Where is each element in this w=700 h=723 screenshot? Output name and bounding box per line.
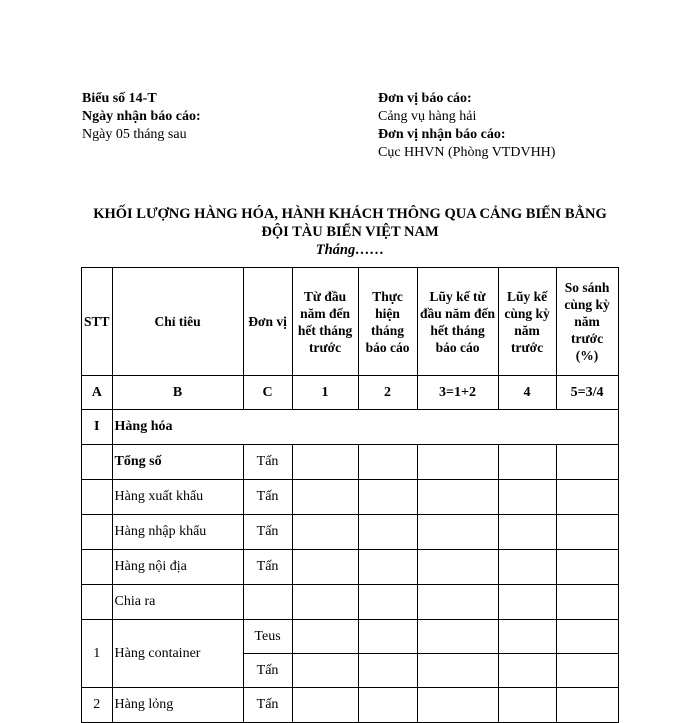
col-header-ytd-prev: Từ đầu năm đến hết tháng trước: [292, 268, 358, 376]
col-header-stt: STT: [82, 268, 113, 376]
row-label: Tổng số: [112, 445, 243, 480]
header-row: [82, 268, 619, 376]
table-row: [82, 688, 619, 723]
header-right: [378, 90, 555, 162]
table-row: [82, 585, 619, 620]
row-unit: Tấn: [243, 550, 292, 585]
title-month: Tháng……: [315, 242, 385, 258]
code-cell: B: [112, 376, 243, 410]
table-row: [82, 445, 619, 480]
container-unit-ton: Tấn: [243, 654, 292, 688]
receiving-unit-label: Đơn vị nhận báo cáo:: [378, 127, 506, 142]
receive-date-label: Ngày nhận báo cáo:: [82, 109, 201, 124]
code-cell: 2: [358, 376, 417, 410]
col-header-cumulative: Lũy kế từ đầu năm đến hết tháng báo cáo: [417, 268, 498, 376]
code-cell: 1: [292, 376, 358, 410]
table-row: [82, 515, 619, 550]
row-unit: Tấn: [243, 445, 292, 480]
code-cell: 5=3/4: [556, 376, 618, 410]
report-title: [60, 205, 640, 259]
container-unit-teus: Teus: [243, 620, 292, 654]
row-unit: Tấn: [243, 688, 292, 723]
code-cell: 3=1+2: [417, 376, 498, 410]
code-cell: C: [243, 376, 292, 410]
col-header-cumulative-last-year: Lũy kế cùng kỳ năm trước: [498, 268, 556, 376]
reporting-unit-value: Cảng vụ hàng hải: [378, 109, 477, 124]
container-stt: 1: [82, 620, 113, 688]
row-label: Chia ra: [112, 585, 243, 620]
report-table: [81, 267, 619, 723]
row-stt: 2: [82, 688, 113, 723]
row-unit: Tấn: [243, 515, 292, 550]
row-label: Hàng nhập khẩu: [112, 515, 243, 550]
row-unit: [243, 585, 292, 620]
title-line-2: ĐỘI TÀU BIỂN VIỆT NAM: [261, 224, 439, 240]
code-cell: A: [82, 376, 113, 410]
row-label: Hàng nội địa: [112, 550, 243, 585]
col-header-compare: So sánh cùng kỳ năm trước (%): [556, 268, 618, 376]
section-label: Hàng hóa: [112, 410, 618, 445]
table-row: [82, 550, 619, 585]
receive-date-value: Ngày 05 tháng sau: [82, 127, 187, 142]
col-header-indicator: Chỉ tiêu: [112, 268, 243, 376]
row-label: Hàng lỏng: [112, 688, 243, 723]
receiving-unit-value: Cục HHVN (Phòng VTDVHH): [378, 145, 556, 160]
header-left: [82, 90, 201, 144]
code-cell: 4: [498, 376, 556, 410]
row-label: Hàng xuất khẩu: [112, 480, 243, 515]
code-row: [82, 376, 619, 410]
col-header-actual: Thực hiện tháng báo cáo: [358, 268, 417, 376]
table-row: [82, 620, 619, 654]
table-row: [82, 480, 619, 515]
row-unit: Tấn: [243, 480, 292, 515]
section-row: [82, 410, 619, 445]
container-label: Hàng container: [112, 620, 243, 688]
col-header-unit: Đơn vị: [243, 268, 292, 376]
section-stt: I: [82, 410, 113, 445]
title-line-1: KHỐI LƯỢNG HÀNG HÓA, HÀNH KHÁCH THÔNG QUA CẢNG BIỂN BẰNG: [93, 206, 607, 222]
form-number: Biểu số 14-T: [82, 91, 157, 106]
reporting-unit-label: Đơn vị báo cáo:: [378, 91, 472, 106]
